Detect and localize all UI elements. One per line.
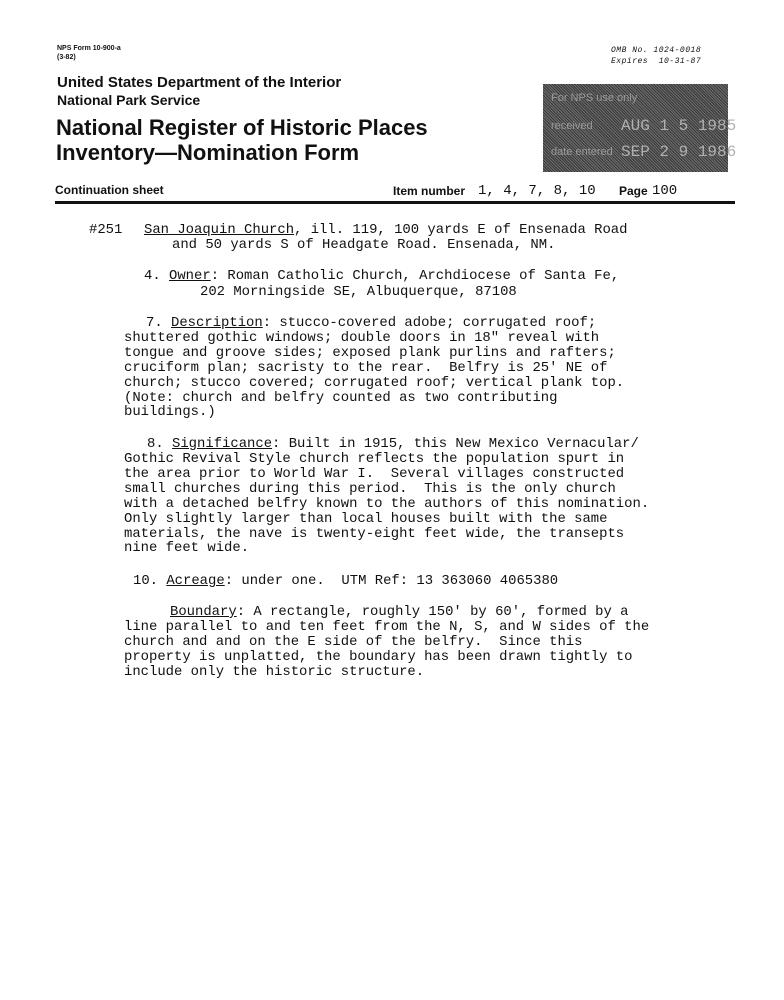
description-line: buildings.) — [124, 404, 216, 420]
entered-label: date entered — [551, 146, 613, 158]
boundary-line: line parallel to and ten feet from the N, S, and W sides of the — [124, 619, 650, 635]
owner-line2: 202 Morningside SE, Albuquerque, 87108 — [200, 284, 517, 300]
item-number-label: Item number — [393, 184, 466, 198]
department-heading: United States Department of the Interior — [57, 74, 342, 91]
entry-line2: and 50 yards S of Headgate Road. Ensenada, NM. — [172, 237, 556, 253]
significance-line1: 8. Significance: Built in 1915, this New Mexico Vernacular/ — [147, 436, 639, 452]
description-label: Description — [171, 315, 263, 331]
significance-line: the area prior to World War I. Several villages constructed — [124, 466, 625, 482]
description-line: shuttered gothic windows; double doors in 18" reveal with — [124, 330, 600, 346]
item-numbers: 1, 4, 7, 8, 10 — [478, 183, 596, 199]
significance-label: Significance — [172, 436, 273, 452]
owner-line1: 4. Owner: Roman Catholic Church, Archdiocese of Santa Fe, — [144, 268, 620, 284]
significance-line: Only slightly larger than local houses built with the same — [124, 511, 608, 527]
continuation-sheet-label: Continuation sheet — [55, 183, 164, 197]
acreage-label: Acreage — [166, 573, 225, 589]
description-line: church; stucco covered; corrugated roof; vertical plank top. — [124, 375, 625, 391]
entered-date: SEP 2 9 1986 — [621, 143, 737, 161]
agency-heading: National Park Service — [57, 92, 201, 108]
significance-line: nine feet wide. — [124, 540, 250, 556]
property-name: San Joaquin Church — [144, 222, 295, 238]
significance-line: with a detached belfry known to the authors of this nomination. — [124, 496, 650, 512]
received-label: received — [551, 120, 593, 132]
acreage-line: 10. Acreage: under one. UTM Ref: 13 363060 4065380 — [133, 573, 559, 589]
header-rule — [55, 201, 735, 204]
owner-label: Owner — [169, 268, 211, 284]
page-number: 100 — [652, 183, 678, 199]
omb-number: OMB No. 1024-0018 Expires 10-31-87 — [611, 46, 702, 66]
form-title-line2: Inventory—Nomination Form — [56, 140, 360, 165]
boundary-line1: Boundary: A rectangle, roughly 150' by 60', formed by a — [170, 604, 629, 620]
boundary-line: church and and on the E side of the belfry. Since this — [124, 634, 583, 650]
description-line: (Note: church and belfry counted as two contributing — [124, 390, 558, 406]
form-title-line1: National Register of Historic Places — [56, 115, 428, 140]
page-label: Page — [619, 184, 648, 198]
significance-line: Gothic Revival Style church reflects the population spurt in — [124, 451, 625, 467]
description-line: cruciform plan; sacristy to the rear. Belfry is 25' NE of — [124, 360, 608, 376]
boundary-line: include only the historic structure. — [124, 664, 425, 680]
description-line1: 7. Description: stucco-covered adobe; corrugated roof; — [146, 315, 597, 331]
stamp-heading: For NPS use only — [551, 92, 638, 104]
entry-line1: San Joaquin Church, ill. 119, 100 yards E of Ensenada Road — [144, 222, 628, 238]
form-number: NPS Form 10-900-a (3-82) — [57, 45, 121, 61]
description-line: tongue and groove sides; exposed plank purlins and rafters; — [124, 345, 616, 361]
nps-use-stamp — [543, 84, 737, 172]
boundary-line: property is unplatted, the boundary has been drawn tightly to — [124, 649, 633, 665]
received-date: AUG 1 5 1985 — [621, 117, 737, 135]
significance-line: small churches during this period. This is the only church — [124, 481, 616, 497]
entry-number: #251 — [89, 222, 123, 238]
significance-line: materials, the nave is twenty-eight feet wide, the transepts — [124, 526, 625, 542]
boundary-label: Boundary — [170, 604, 237, 620]
